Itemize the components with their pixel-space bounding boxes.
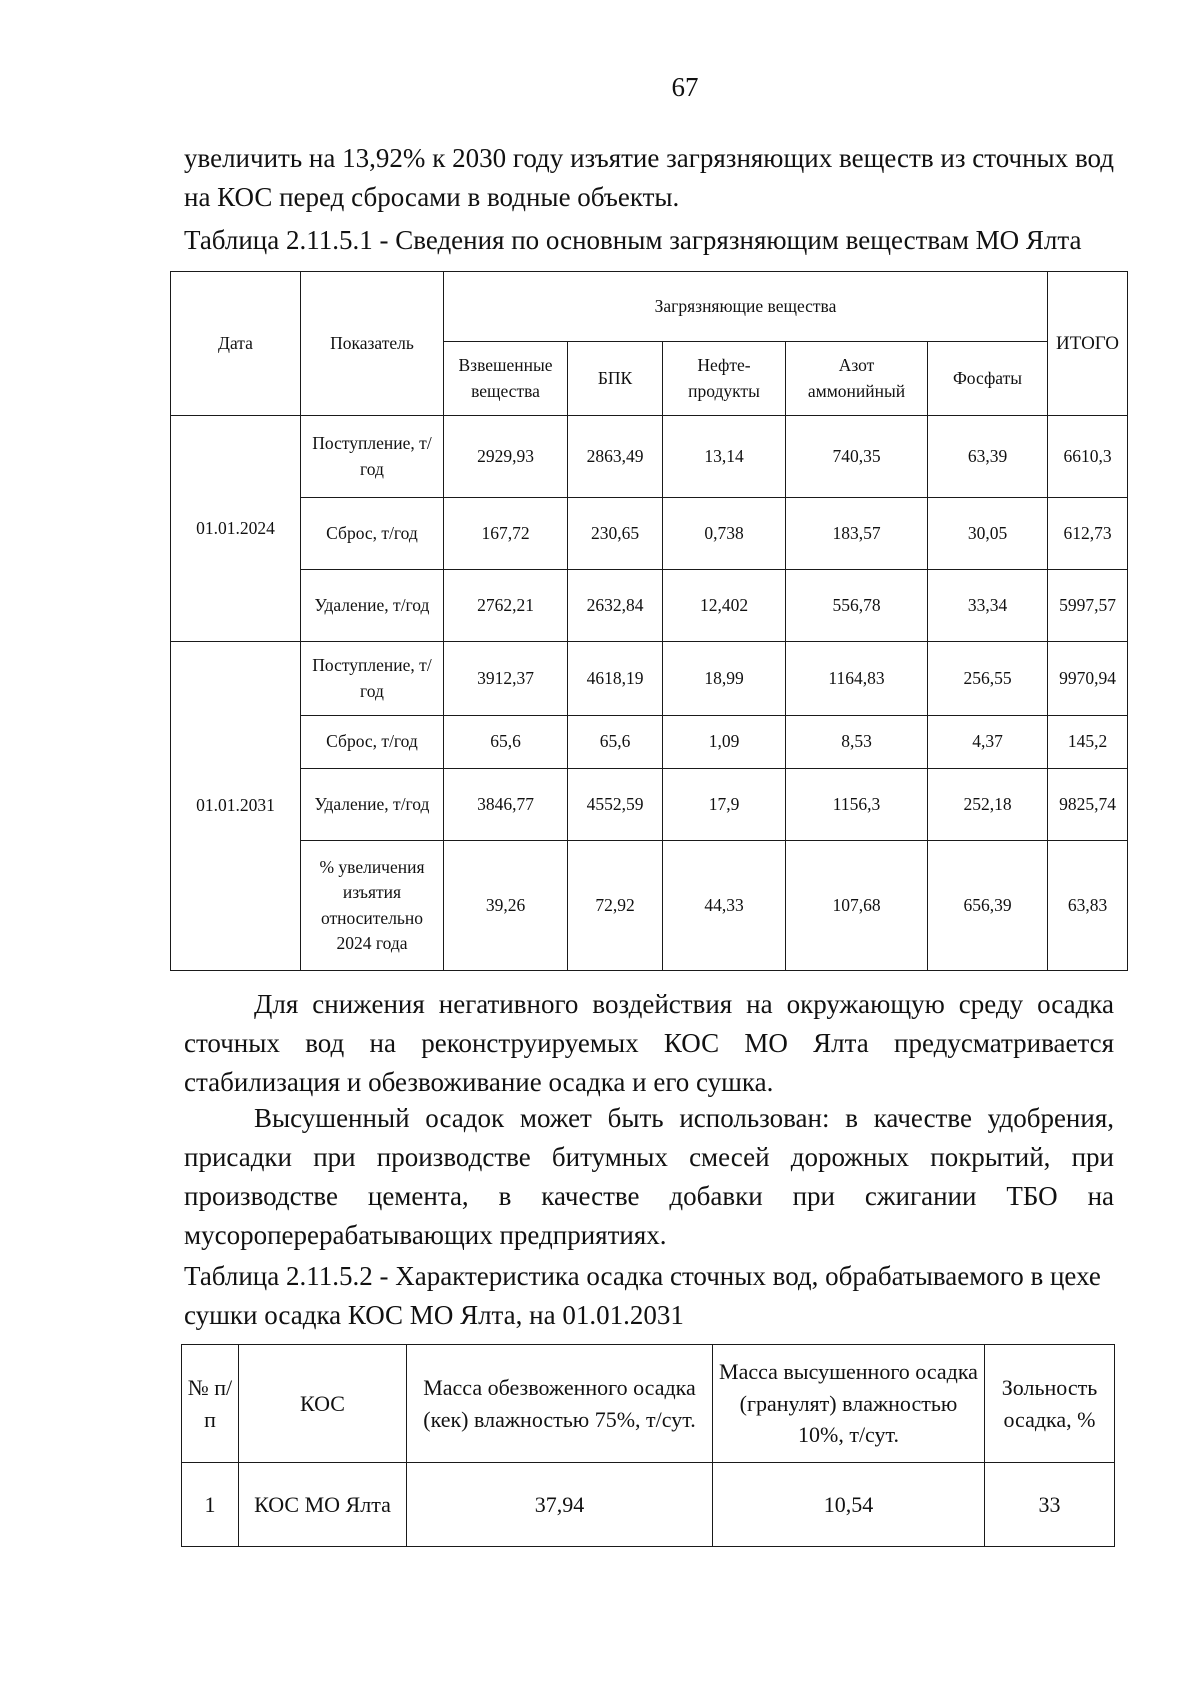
value-cell: 18,99 xyxy=(663,642,786,716)
paragraph-sludge-treatment: Для снижения негативного воздействия на окружающую среду осадка сточных вод на реконструируемых КОС МО Ялта предусматривается стабилизация и обезвоживание осадка и его сушка. xyxy=(184,989,1114,1097)
value-cell: 2863,49 xyxy=(568,416,663,498)
value-cell: 183,57 xyxy=(786,498,928,570)
table1-caption: Таблица 2.11.5.1 - Сведения по основным загрязняющим веществам МО Ялта xyxy=(184,225,1082,255)
header-pollutant: Фосфаты xyxy=(928,342,1048,416)
value-cell: 30,05 xyxy=(928,498,1048,570)
table-row xyxy=(182,1463,1115,1547)
value-cell: 1,09 xyxy=(663,716,786,769)
row-wet-mass: 37,94 xyxy=(407,1463,713,1547)
value-cell: 252,18 xyxy=(928,769,1048,841)
value-cell: 2632,84 xyxy=(568,570,663,642)
value-cell: 656,39 xyxy=(928,841,1048,971)
value-cell: 145,2 xyxy=(1048,716,1128,769)
row-label: Поступление, т/год xyxy=(301,416,444,498)
value-cell: 17,9 xyxy=(663,769,786,841)
table-row xyxy=(171,769,1128,841)
header-pollutants-group: Загрязняющие вещества xyxy=(444,272,1048,342)
intro-paragraph: увеличить на 13,92% к 2030 году изъятие загрязняющих веществ из сточных вод на КОС перед сбросами в водные объекты. xyxy=(184,143,1114,212)
value-cell: 4,37 xyxy=(928,716,1048,769)
date-cell: 01.01.2024 xyxy=(171,416,301,642)
header-dry-mass: Масса высушенного осадка (гранулят) влажностью 10%, т/сут. xyxy=(713,1345,985,1463)
sludge-table xyxy=(181,1344,1115,1547)
table-row xyxy=(171,642,1128,716)
value-cell: 2929,93 xyxy=(444,416,568,498)
value-cell: 63,39 xyxy=(928,416,1048,498)
value-cell: 556,78 xyxy=(786,570,928,642)
value-cell: 63,83 xyxy=(1048,841,1128,971)
table-row xyxy=(171,570,1128,642)
value-cell: 39,26 xyxy=(444,841,568,971)
value-cell: 0,738 xyxy=(663,498,786,570)
pollutants-table xyxy=(170,271,1128,971)
value-cell: 6610,3 xyxy=(1048,416,1128,498)
header-pollutant: БПК xyxy=(568,342,663,416)
row-ash: 33 xyxy=(985,1463,1115,1547)
header-total: ИТОГО xyxy=(1048,272,1128,416)
header-date: Дата xyxy=(171,272,301,416)
value-cell: 33,34 xyxy=(928,570,1048,642)
value-cell: 4618,19 xyxy=(568,642,663,716)
value-cell: 167,72 xyxy=(444,498,568,570)
row-label: Удаление, т/год xyxy=(301,570,444,642)
table-row xyxy=(171,716,1128,769)
row-dry-mass: 10,54 xyxy=(713,1463,985,1547)
table-row xyxy=(171,416,1128,498)
value-cell: 9970,94 xyxy=(1048,642,1128,716)
value-cell: 1164,83 xyxy=(786,642,928,716)
value-cell: 65,6 xyxy=(444,716,568,769)
value-cell: 72,92 xyxy=(568,841,663,971)
header-pollutant: Азот аммонийный xyxy=(786,342,928,416)
value-cell: 3846,77 xyxy=(444,769,568,841)
value-cell: 44,33 xyxy=(663,841,786,971)
table-row xyxy=(171,841,1128,971)
header-pollutant: Нефте-продукты xyxy=(663,342,786,416)
value-cell: 4552,59 xyxy=(568,769,663,841)
row-label: Поступление, т/год xyxy=(301,642,444,716)
row-label: % увеличения изъятия относительно 2024 года xyxy=(301,841,444,971)
value-cell: 8,53 xyxy=(786,716,928,769)
value-cell: 2762,21 xyxy=(444,570,568,642)
table2-caption: Таблица 2.11.5.2 - Характеристика осадка сточных вод, обрабатываемого в цехе сушки осадка КОС МО Ялта, на 01.01.2031 xyxy=(184,1261,1101,1330)
value-cell: 12,402 xyxy=(663,570,786,642)
table-row xyxy=(171,498,1128,570)
value-cell: 3912,37 xyxy=(444,642,568,716)
value-cell: 9825,74 xyxy=(1048,769,1128,841)
value-cell: 740,35 xyxy=(786,416,928,498)
header-pollutant: Взвешенные вещества xyxy=(444,342,568,416)
header-ash: Зольность осадка, % xyxy=(985,1345,1115,1463)
value-cell: 256,55 xyxy=(928,642,1048,716)
header-kos: КОС xyxy=(239,1345,407,1463)
value-cell: 230,65 xyxy=(568,498,663,570)
value-cell: 5997,57 xyxy=(1048,570,1128,642)
row-label: Сброс, т/год xyxy=(301,498,444,570)
value-cell: 65,6 xyxy=(568,716,663,769)
row-number: 1 xyxy=(182,1463,239,1547)
date-cell: 01.01.2031 xyxy=(171,642,301,971)
header-wet-mass: Масса обезвоженного осадка (кек) влажностью 75%, т/сут. xyxy=(407,1345,713,1463)
row-label: Сброс, т/год xyxy=(301,716,444,769)
value-cell: 612,73 xyxy=(1048,498,1128,570)
value-cell: 107,68 xyxy=(786,841,928,971)
paragraph-sludge-use: Высушенный осадок может быть использован: в качестве удобрения, присадки при производстве битумных смесей дорожных покрытий, при производстве цемента, в качестве добавки при сжигании ТБО на мусороперерабатывающих предприятиях. xyxy=(184,1103,1114,1250)
row-label: Удаление, т/год xyxy=(301,769,444,841)
value-cell: 1156,3 xyxy=(786,769,928,841)
header-number: № п/п xyxy=(182,1345,239,1463)
value-cell: 13,14 xyxy=(663,416,786,498)
page-number: 67 xyxy=(671,72,699,102)
header-indicator: Показатель xyxy=(301,272,444,416)
row-kos-name: КОС МО Ялта xyxy=(239,1463,407,1547)
